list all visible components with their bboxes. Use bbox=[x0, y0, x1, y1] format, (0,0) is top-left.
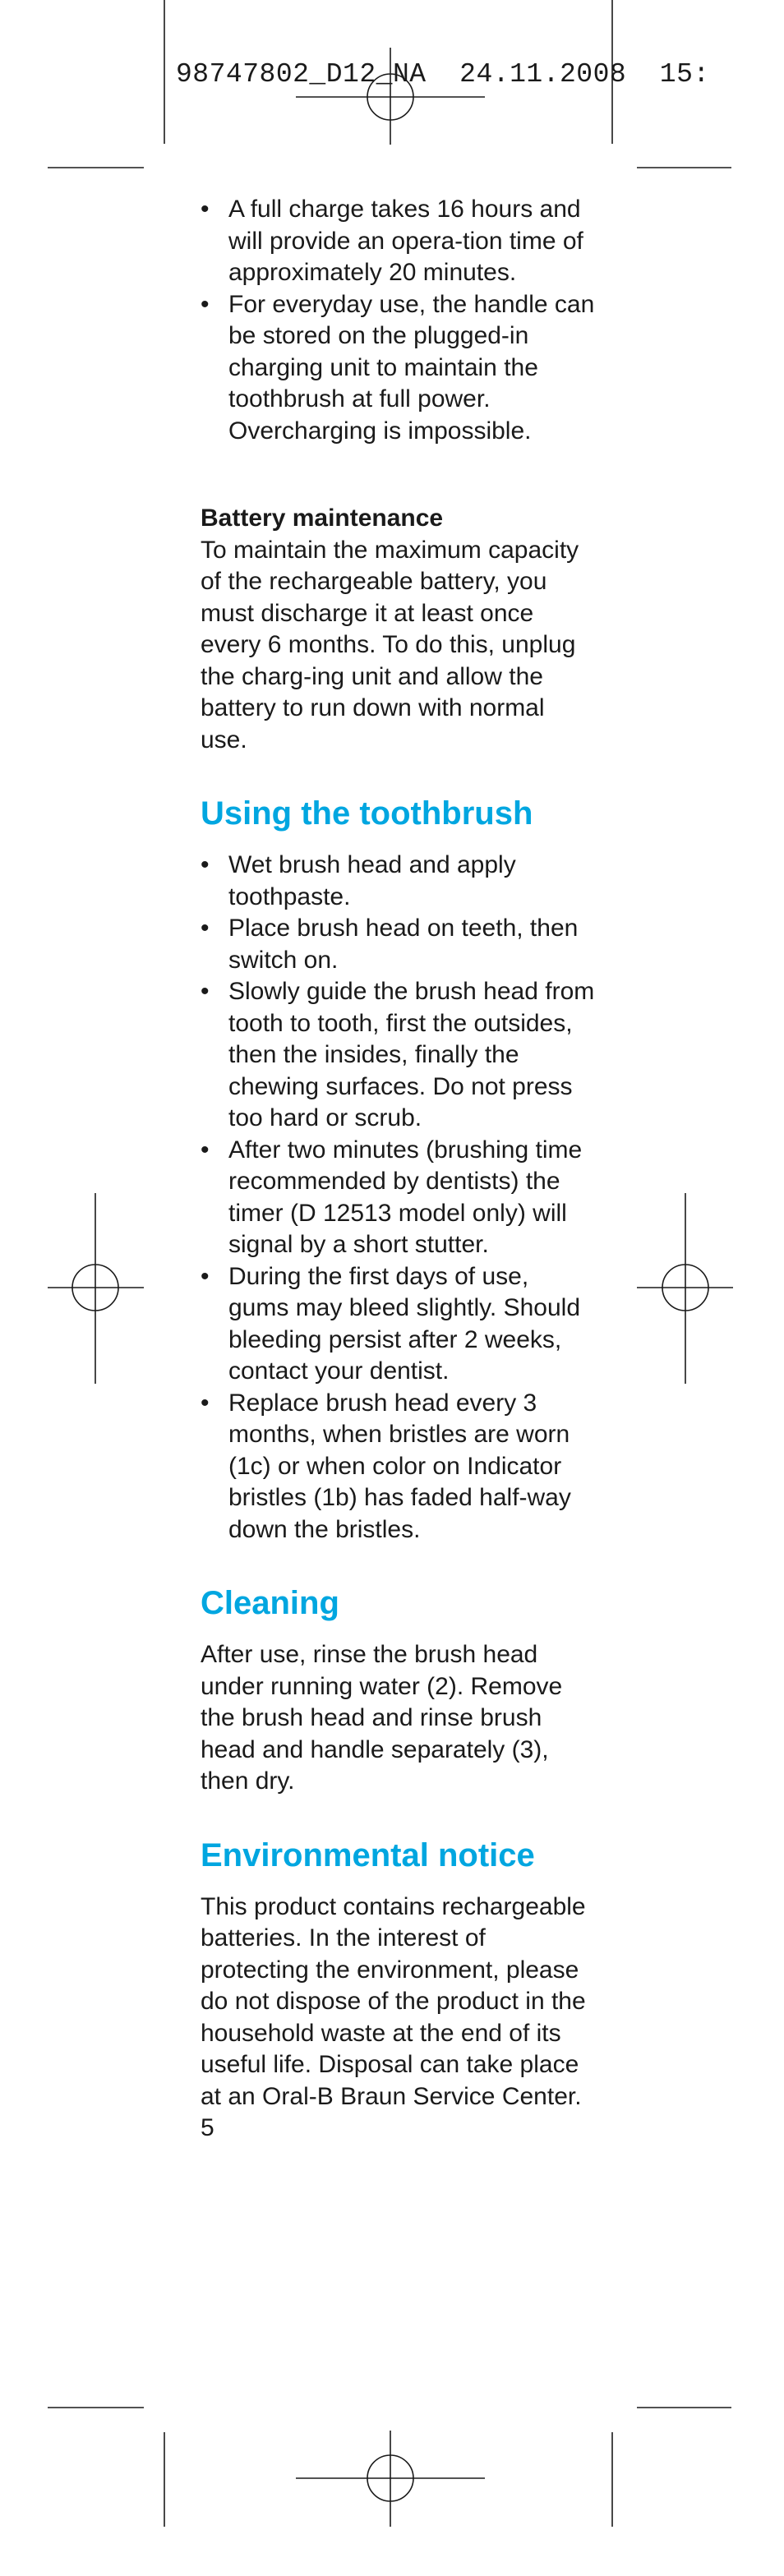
list-item-text: Replace brush head every 3 months, when bristles are worn (1c) or when color on Indicator bristles (1b) has faded half-way down the bristles. bbox=[228, 1389, 571, 1543]
bullet-glyph: • bbox=[201, 1389, 210, 1417]
list-item bbox=[201, 1261, 595, 1388]
bullet-glyph: • bbox=[201, 290, 210, 318]
list-item-text: For everyday use, the handle can be stored on the plugged-in charging unit to maintain the toothbrush at full power. Overcharging is impossible. bbox=[228, 290, 595, 445]
bullet-glyph: • bbox=[201, 1262, 210, 1290]
charging-bullet-list bbox=[201, 194, 595, 447]
cleaning-body: After use, rinse the brush head under running water (2). Remove the brush head and rinse brush head and handle separately (3), then dry. bbox=[201, 1641, 563, 1795]
list-item bbox=[201, 1135, 595, 1261]
list-item-text: After two minutes (brushing time recommended by dentists) the timer (D 12513 model only) will signal by a short stutter. bbox=[228, 1136, 583, 1258]
bullet-glyph: • bbox=[201, 978, 210, 1005]
list-item bbox=[201, 976, 595, 1135]
list-item-text: Wet brush head and apply toothpaste. bbox=[228, 851, 516, 910]
list-item bbox=[201, 289, 595, 448]
list-item-text: Slowly guide the brush head from tooth to tooth, first the outsides, then the insides, finally the chewing surfaces. Do not press too hard or scrub. bbox=[228, 978, 595, 1131]
page-number: 5 bbox=[201, 2114, 214, 2141]
print-slug: 98747802_D12_NA 24.11.2008 15: bbox=[176, 59, 710, 90]
list-item bbox=[201, 913, 595, 976]
battery-maintenance-title: Battery maintenance bbox=[201, 505, 444, 532]
manual-page-content bbox=[201, 194, 595, 2145]
list-item bbox=[201, 850, 595, 913]
list-item-text: A full charge takes 16 hours and will provide an opera-tion time of approximately 20 minutes. bbox=[228, 196, 583, 286]
list-item bbox=[201, 1388, 595, 1546]
list-item-text: During the first days of use, gums may bleed slightly. Should bleeding persist after 2 weeks, contact your dentist. bbox=[228, 1262, 580, 1385]
bullet-glyph: • bbox=[201, 196, 210, 223]
bullet-glyph: • bbox=[201, 915, 210, 942]
battery-maintenance-body: To maintain the maximum capacity of the rechargeable battery, you must discharge it at least once every 6 months. To do this, unplug the charg-ing unit and allow the battery to run down with normal use. bbox=[201, 536, 579, 753]
environment-body: This product contains rechargeable batteries. In the interest of protecting the environment, please do not dispose of the product in the household waste at the end of its useful life. Disposal can take place at an Oral-B Braun Service Center. bbox=[201, 1892, 586, 2110]
list-item bbox=[201, 194, 595, 289]
section-heading-environment: Environmental notice bbox=[201, 1836, 535, 1873]
using-bullet-list bbox=[201, 850, 595, 1546]
section-heading-cleaning: Cleaning bbox=[201, 1585, 339, 1621]
list-item-text: Place brush head on teeth, then switch on. bbox=[228, 915, 579, 974]
bullet-glyph: • bbox=[201, 1136, 210, 1164]
section-heading-using: Using the toothbrush bbox=[201, 795, 533, 832]
bullet-glyph: • bbox=[201, 851, 210, 878]
